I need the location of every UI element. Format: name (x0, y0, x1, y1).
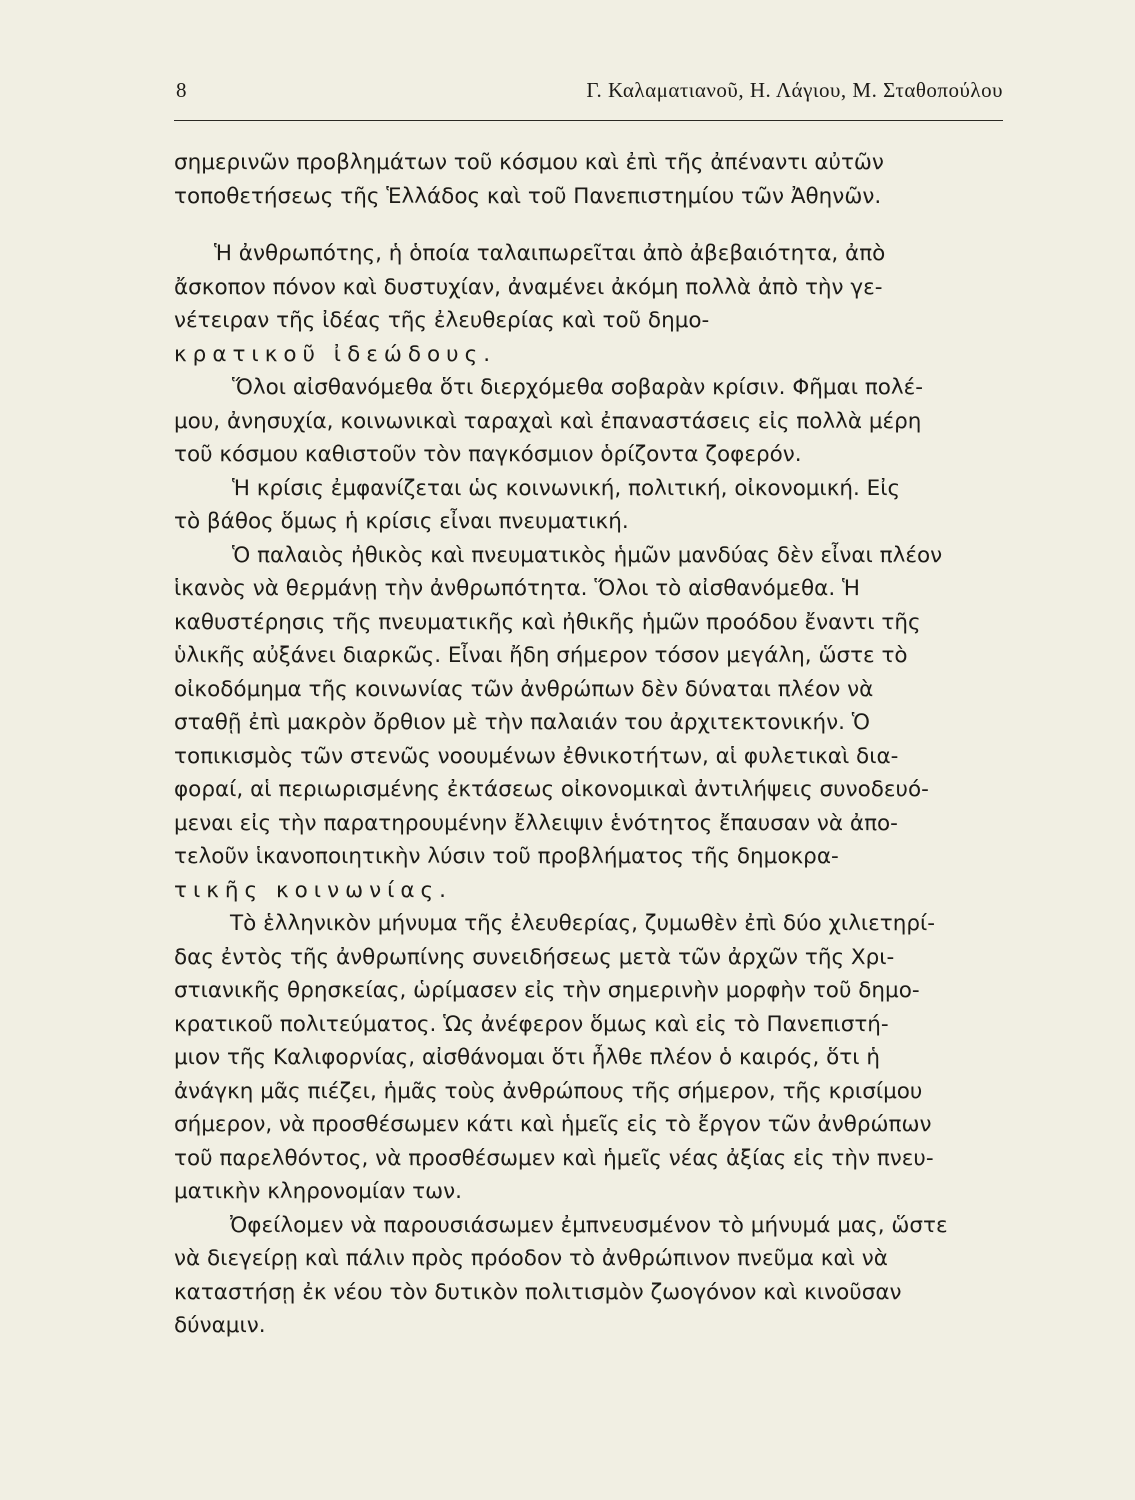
text-line: Ἡ κρίσις ἐμφανίζεται ὡς κοινωνική, πολιτική, οἰκονομική. Εἰς (232, 475, 901, 501)
text-line: ἄσκοπον πόνον καὶ δυστυχίαν, ἀναμένει ἀκόμη πολλὰ ἀπὸ τὴν γε- (174, 274, 883, 300)
text-line: δύναμιν. (174, 1313, 266, 1338)
text-line: νέτειραν τῆς ἰδέας τῆς ἐλευθερίας καὶ τοῦ δημο- (174, 308, 710, 333)
running-head: Γ. Καλαματιανοῦ, Η. Λάγιου, Μ. Σταθοπούλου (586, 78, 1003, 102)
text-line: ἱκανὸς νὰ θερμάνῃ τὴν ἀνθρωπότητα. Ὅλοι τὸ αἰσθανόμεθα. Ἡ (174, 576, 860, 601)
text-line: σημερινῶν προβλημάτων τοῦ κόσμου καὶ ἐπὶ τῆς ἀπέναντι αὐτῶν (174, 150, 884, 175)
text-line: ἀνάγκη μᾶς πιέζει, ἡμᾶς τοὺς ἀνθρώπους τῆς σήμερον, τῆς κρισίμου (174, 1078, 923, 1104)
body-text (174, 146, 1014, 1343)
text-line: ματικὴν κληρονομίαν των. (174, 1179, 462, 1204)
text-line: σήμερον, νὰ προσθέσωμεν κάτι καὶ ἡμεῖς εἰς τὸ ἔργον τῶν ἀνθρώπων (174, 1112, 932, 1137)
text-line: Ὅλοι αἰσθανόμεθα ὅτι διερχόμεθα σοβαρὰν κρίσιν. Φῆμαι πολέ- (232, 375, 924, 400)
text-line: οἰκοδόμημα τῆς κοινωνίας τῶν ἀνθρώπων δὲν δύναται πλέον νὰ (174, 676, 874, 702)
text-line: τοῦ παρελθόντος, νὰ προσθέσωμεν καὶ ἡμεῖς νέας ἀξίας εἰς τὴν πνευ- (174, 1145, 934, 1171)
text-line: τοπικισμὸς τῶν στενῶς νοουμένων ἐθνικοτήτων, αἱ φυλετικαὶ δια- (174, 743, 899, 769)
text-line: μεναι εἰς τὴν παρατηρουμένην ἔλλειψιν ἑνότητος ἔπαυσαν νὰ ἀπο- (174, 810, 898, 836)
text-line: καθυστέρησις τῆς πνευματικῆς καὶ ἠθικῆς ἡμῶν προόδου ἔναντι τῆς (174, 609, 921, 635)
text-line: κρατικοῦ ἰδεώδους. (174, 341, 497, 367)
text-line: καταστήσῃ ἐκ νέου τὸν δυτικὸν πολιτισμὸν ζωογόνον καὶ κινοῦσαν (174, 1279, 902, 1305)
text-line: φοραί, αἱ περιωρισμένης ἐκτάσεως οἰκονομικαὶ ἀντιλήψεις συνοδευό- (174, 777, 929, 802)
text-line: Ὁ παλαιὸς ἠθικὸς καὶ πνευματικὸς ἡμῶν μανδύας δὲν εἶναι πλέον (232, 542, 943, 568)
text-line: στιανικῆς θρησκείας, ὡρίμασεν εἰς τὴν σημερινὴν μορφὴν τοῦ δημο- (174, 978, 920, 1003)
text-line: τοποθετήσεως τῆς Ἑλλάδος καὶ τοῦ Πανεπιστημίου τῶν Ἀθηνῶν. (174, 183, 882, 209)
page-number: 8 (176, 78, 187, 102)
text-line: ὑλικῆς αὐξάνει διαρκῶς. Εἶναι ἤδη σήμερον τόσον μεγάλη, ὥστε τὸ (174, 643, 908, 668)
text-line: Ἡ ἀνθρωπότης, ἡ ὁποία ταλαιπωρεῖται ἀπὸ ἀβεβαιότητα, ἀπὸ (214, 241, 886, 266)
page-header (174, 78, 1003, 108)
text-line: νὰ διεγείρῃ καὶ πάλιν πρὸς πρόοδον τὸ ἀνθρώπινον πνεῦμα καὶ νὰ (174, 1246, 888, 1271)
text-line: Ὀφείλομεν νὰ παρουσιάσωμεν ἐμπνευσμένον τὸ μήνυμά μας, ὥστε (230, 1212, 948, 1238)
text-line: τοῦ κόσμου καθιστοῦν τὸν παγκόσμιον ὁρίζοντα ζοφερόν. (174, 442, 802, 467)
text-line: μιον τῆς Καλιφορνίας, αἰσθάνομαι ὅτι ἦλθε πλέον ὁ καιρός, ὅτι ἡ (174, 1045, 880, 1070)
paragraph-gap (174, 213, 1014, 237)
text-line: μου, ἀνησυχία, κοινωνικαὶ ταραχαὶ καὶ ἐπαναστάσεις εἰς πολλὰ μέρη (174, 408, 922, 434)
text-line: τὸ βάθος ὅμως ἡ κρίσις εἶναι πνευματική. (174, 509, 629, 534)
text-line: Τὸ ἑλληνικὸν μήνυμα τῆς ἐλευθερίας, ζυμωθὲν ἐπὶ δύο χιλιετηρί- (230, 911, 936, 936)
header-rule (174, 120, 1003, 121)
text-line: τικῆς κοινωνίας. (174, 877, 452, 903)
text-line: τελοῦν ἱκανοποιητικὴν λύσιν τοῦ προβλήματος τῆς δημοκρα- (174, 844, 839, 869)
text-line: κρατικοῦ πολιτεύματος. Ὡς ἀνέφερον ὅμως καὶ εἰς τὸ Πανεπιστή- (174, 1011, 889, 1037)
text-line: σταθῇ ἐπὶ μακρὸν ὄρθιον μὲ τὴν παλαιάν του ἀρχιτεκτονικήν. Ὁ (174, 710, 870, 735)
text-line: δας ἐντὸς τῆς ἀνθρωπίνης συνειδήσεως μετὰ τῶν ἀρχῶν τῆς Χρι- (174, 944, 895, 970)
